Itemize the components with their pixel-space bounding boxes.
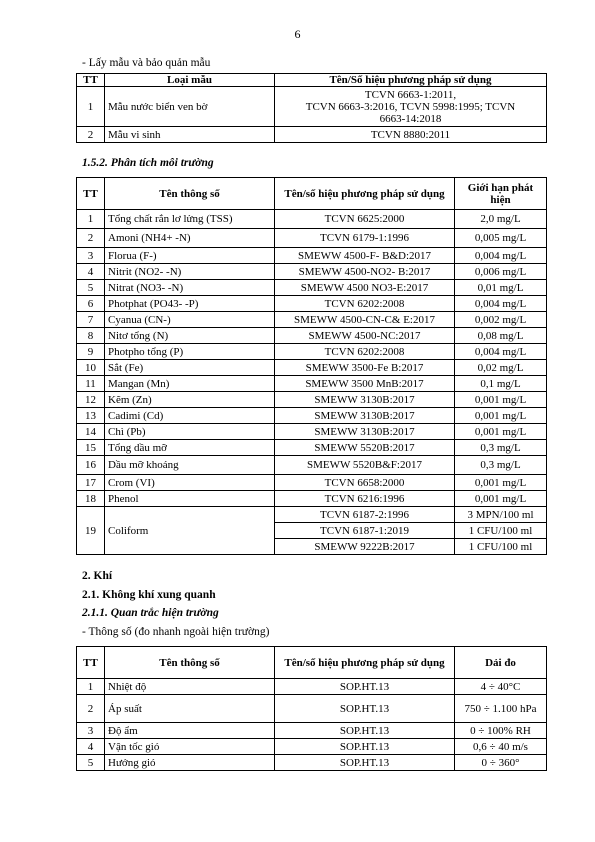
header-param-name: Tên thông số xyxy=(105,178,275,210)
cell-param-name: Kẽm (Zn) xyxy=(105,392,275,408)
env-analysis-heading: 1.5.2. Phân tích môi trường xyxy=(82,157,214,169)
cell-limit: 0,1 mg/L xyxy=(455,376,547,392)
cell-tt: 11 xyxy=(77,376,105,392)
cell-param-name: Nhiệt độ xyxy=(105,679,275,695)
cell-tt: 15 xyxy=(77,440,105,456)
table-row xyxy=(77,456,547,475)
cell-param-name: Cyanua (CN-) xyxy=(105,312,275,328)
cell-method: SOP.HT.13 xyxy=(275,739,455,755)
ambient-air-heading: 2.1. Không khí xung quanh xyxy=(82,589,216,601)
cell-method: SOP.HT.13 xyxy=(275,695,455,723)
cell-method: TCVN 6202:2008 xyxy=(275,296,455,312)
cell-tt: 18 xyxy=(77,491,105,507)
table-row xyxy=(77,229,547,248)
header-method: Tên/Số hiệu phương pháp sử dụng xyxy=(275,74,547,87)
cell-tt: 10 xyxy=(77,360,105,376)
table-row xyxy=(77,264,547,280)
cell-limit: 0,001 mg/L xyxy=(455,408,547,424)
table-row xyxy=(77,376,547,392)
field-params-heading: - Thông số (đo nhanh ngoài hiện trường) xyxy=(82,626,270,638)
table-row xyxy=(77,360,547,376)
header-range: Dải đo xyxy=(455,647,547,679)
cell-method: SOP.HT.13 xyxy=(275,723,455,739)
method-line: TCVN 6663-3:2016, TCVN 5998:1995; TCVN xyxy=(305,100,516,113)
cell-tt: 6 xyxy=(77,296,105,312)
header-param-name: Tên thông số xyxy=(105,647,275,679)
cell-param-name: Coliform xyxy=(105,507,275,555)
cell-param-name: Nitrat (NO3- -N) xyxy=(105,280,275,296)
cell-tt: 4 xyxy=(77,739,105,755)
cell-method: TCVN 6216:1996 xyxy=(275,491,455,507)
cell-limit: 0,001 mg/L xyxy=(455,392,547,408)
cell-tt: 7 xyxy=(77,312,105,328)
cell-limit: 0,002 mg/L xyxy=(455,312,547,328)
header-tt: TT xyxy=(77,647,105,679)
cell-tt: 3 xyxy=(77,248,105,264)
table-row xyxy=(77,739,547,755)
cell-method: TCVN 6202:2008 xyxy=(275,344,455,360)
table-row xyxy=(77,280,547,296)
sampling-heading: - Lấy mẫu và bảo quản mẫu xyxy=(82,57,211,69)
cell-limit: 0,005 mg/L xyxy=(455,229,547,248)
header-method: Tên/số hiệu phương pháp sử dụng xyxy=(275,647,455,679)
cell-tt: 13 xyxy=(77,408,105,424)
cell-method: SMEWW 3130B:2017 xyxy=(275,424,455,440)
table-row xyxy=(77,296,547,312)
table-row xyxy=(77,328,547,344)
table-header-row xyxy=(77,647,547,679)
cell-tt: 4 xyxy=(77,264,105,280)
cell-tt: 12 xyxy=(77,392,105,408)
cell-param-name: Chì (Pb) xyxy=(105,424,275,440)
env-analysis-table xyxy=(76,177,547,555)
cell-sample-type: Mẫu nước biển ven bờ xyxy=(105,87,275,127)
cell-param-name: Sắt (Fe) xyxy=(105,360,275,376)
cell-range: 0 ÷ 100% RH xyxy=(455,723,547,739)
cell-param-name: Amoni (NH4+ -N) xyxy=(105,229,275,248)
header-sample-type: Loại mẫu xyxy=(105,74,275,87)
cell-limit: 0,004 mg/L xyxy=(455,248,547,264)
cell-limit: 0,004 mg/L xyxy=(455,296,547,312)
cell-limit: 0,001 mg/L xyxy=(455,424,547,440)
cell-param-name: Crom (VI) xyxy=(105,475,275,491)
cell-method: TCVN 6658:2000 xyxy=(275,475,455,491)
cell-method: SMEWW 9222B:2017 xyxy=(275,539,455,555)
cell-param-name: Tổng dầu mỡ xyxy=(105,440,275,456)
table-row xyxy=(77,424,547,440)
cell-limit: 2,0 mg/L xyxy=(455,210,547,229)
cell-limit: 0,006 mg/L xyxy=(455,264,547,280)
cell-param-name: Photphat (PO43- -P) xyxy=(105,296,275,312)
cell-method: TCVN 6187-1:2019 xyxy=(275,523,455,539)
cell-method: TCVN 8880:2011 xyxy=(275,127,547,143)
cell-limit: 0,01 mg/L xyxy=(455,280,547,296)
cell-range: 4 ÷ 40°C xyxy=(455,679,547,695)
cell-param-name: Florua (F-) xyxy=(105,248,275,264)
cell-limit: 0,001 mg/L xyxy=(455,475,547,491)
cell-method xyxy=(275,87,547,127)
cell-method: SMEWW 3500-Fe B:2017 xyxy=(275,360,455,376)
cell-param-name: Phenol xyxy=(105,491,275,507)
cell-limit: 0,08 mg/L xyxy=(455,328,547,344)
cell-param-name: Nitơ tổng (N) xyxy=(105,328,275,344)
table-row xyxy=(77,210,547,229)
field-monitoring-heading: 2.1.1. Quan trắc hiện trường xyxy=(82,607,219,619)
table-row xyxy=(77,475,547,491)
cell-range: 0 ÷ 360° xyxy=(455,755,547,771)
cell-tt: 19 xyxy=(77,507,105,555)
cell-method: TCVN 6179-1:1996 xyxy=(275,229,455,248)
table-row-coliform xyxy=(77,507,547,523)
cell-tt: 16 xyxy=(77,456,105,475)
method-line: TCVN 6663-1:2011, xyxy=(364,88,457,101)
cell-tt: 5 xyxy=(77,280,105,296)
cell-method: SMEWW 3130B:2017 xyxy=(275,408,455,424)
cell-param-name: Tổng chất rắn lơ lửng (TSS) xyxy=(105,210,275,229)
cell-param-name: Hướng gió xyxy=(105,755,275,771)
field-params-table xyxy=(76,646,547,771)
table-row xyxy=(77,344,547,360)
cell-method: SOP.HT.13 xyxy=(275,679,455,695)
cell-limit: 3 MPN/100 ml xyxy=(455,507,547,523)
cell-param-name: Nitrit (NO2- -N) xyxy=(105,264,275,280)
cell-method: SMEWW 4500 NO3-E:2017 xyxy=(275,280,455,296)
cell-limit: 0,3 mg/L xyxy=(455,456,547,475)
cell-tt: 1 xyxy=(77,679,105,695)
cell-limit: 0,004 mg/L xyxy=(455,344,547,360)
cell-param-name: Cadimi (Cd) xyxy=(105,408,275,424)
table-row xyxy=(77,723,547,739)
table-header-row xyxy=(77,74,547,87)
cell-limit: 1 CFU/100 ml xyxy=(455,523,547,539)
cell-tt: 5 xyxy=(77,755,105,771)
cell-limit: 0,001 mg/L xyxy=(455,491,547,507)
cell-param-name: Vận tốc gió xyxy=(105,739,275,755)
cell-tt: 17 xyxy=(77,475,105,491)
cell-method: SMEWW 4500-NO2- B:2017 xyxy=(275,264,455,280)
cell-tt: 2 xyxy=(77,127,105,143)
cell-method: SMEWW 3500 MnB:2017 xyxy=(275,376,455,392)
table-row xyxy=(77,87,547,127)
cell-method: SMEWW 3130B:2017 xyxy=(275,392,455,408)
cell-method: SOP.HT.13 xyxy=(275,755,455,771)
cell-method: SMEWW 5520B&F:2017 xyxy=(275,456,455,475)
table-row xyxy=(77,695,547,723)
cell-param-name: Mangan (Mn) xyxy=(105,376,275,392)
cell-param-name: Dầu mỡ khoáng xyxy=(105,456,275,475)
page-number: 6 xyxy=(294,27,301,41)
table-row xyxy=(77,127,547,143)
cell-param-name: Độ ẩm xyxy=(105,723,275,739)
header-method: Tên/số hiệu phương pháp sử dụng xyxy=(275,178,455,210)
table-row xyxy=(77,491,547,507)
table-row xyxy=(77,312,547,328)
cell-method: SMEWW 4500-F- B&D:2017 xyxy=(275,248,455,264)
table-row xyxy=(77,440,547,456)
table-row xyxy=(77,679,547,695)
cell-method: TCVN 6187-2:1996 xyxy=(275,507,455,523)
header-tt: TT xyxy=(77,74,105,87)
sampling-table xyxy=(76,73,547,143)
cell-tt: 3 xyxy=(77,723,105,739)
method-line: 6663-14:2018 xyxy=(379,112,442,125)
table-header-row xyxy=(77,178,547,210)
cell-method: TCVN 6625:2000 xyxy=(275,210,455,229)
cell-tt: 8 xyxy=(77,328,105,344)
table-row xyxy=(77,248,547,264)
cell-tt: 9 xyxy=(77,344,105,360)
cell-tt: 14 xyxy=(77,424,105,440)
cell-limit: 0,3 mg/L xyxy=(455,440,547,456)
cell-tt: 2 xyxy=(77,695,105,723)
cell-tt: 1 xyxy=(77,210,105,229)
cell-method: SMEWW 5520B:2017 xyxy=(275,440,455,456)
cell-method: SMEWW 4500-NC:2017 xyxy=(275,328,455,344)
cell-range: 0,6 ÷ 40 m/s xyxy=(455,739,547,755)
header-detection-limit: Giới hạn phát hiện xyxy=(455,178,547,210)
cell-limit: 0,02 mg/L xyxy=(455,360,547,376)
table-row xyxy=(77,408,547,424)
cell-tt: 2 xyxy=(77,229,105,248)
cell-param-name: Áp suất xyxy=(105,695,275,723)
cell-limit: 1 CFU/100 ml xyxy=(455,539,547,555)
cell-param-name: Photpho tổng (P) xyxy=(105,344,275,360)
header-tt: TT xyxy=(77,178,105,210)
cell-range: 750 ÷ 1.100 hPa xyxy=(455,695,547,723)
air-heading: 2. Khí xyxy=(82,570,113,582)
table-row xyxy=(77,392,547,408)
cell-sample-type: Mẫu vi sinh xyxy=(105,127,275,143)
cell-method: SMEWW 4500-CN-C& E:2017 xyxy=(275,312,455,328)
table-row xyxy=(77,755,547,771)
cell-tt: 1 xyxy=(77,87,105,127)
